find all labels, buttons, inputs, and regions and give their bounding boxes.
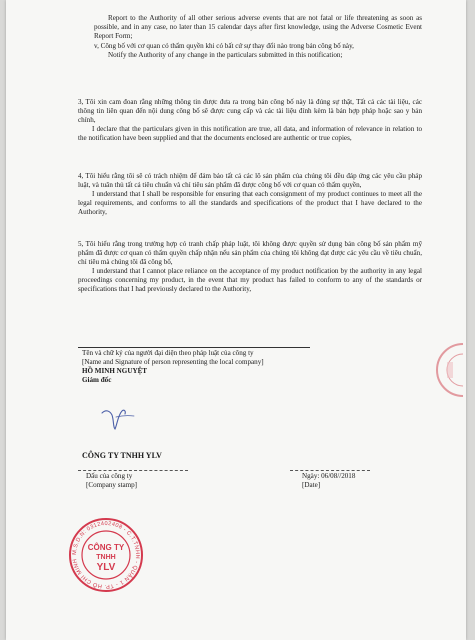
- stamp-label-vi: Dấu của công ty: [86, 472, 133, 480]
- stamp-label: [86, 472, 226, 490]
- p5-en-text: I understand that I cannot place reliance on the acceptance of my product notification by the authority in any legal proceedings concerning my product, in the event that my product has failed to conform to any of the standards or specifications that I had previously declared to the Authority,: [78, 266, 422, 293]
- paragraph-4: [78, 172, 422, 217]
- stamp-line: [78, 470, 188, 471]
- seal-line-3: YLV: [96, 562, 116, 573]
- date-block: [302, 472, 422, 490]
- signature-line: [78, 347, 310, 348]
- date-text: Ngày: 06/08//2018: [302, 472, 356, 480]
- v-vi-text: v, Công bố với cơ quan có thẩm quyền khi có bất cứ sự thay đổi nào trong bản công bố này,: [94, 42, 354, 50]
- paragraph-report-other: [94, 14, 422, 41]
- seal-line-1: CÔNG TY: [87, 543, 125, 552]
- signature-caption-vi: Tên và chữ ký của người đại diện theo pháp luật của công ty: [82, 349, 254, 357]
- stamp-label-en: [Company stamp]: [86, 480, 138, 489]
- side-seal-fragment: [435, 340, 463, 400]
- paragraph-3: [78, 98, 422, 143]
- handwritten-signature: [100, 405, 140, 433]
- document-page: [6, 0, 466, 640]
- date-line: [290, 470, 370, 471]
- signature-caption-en: [Name and Signature of person representing the local company]: [82, 357, 264, 366]
- p3-vi-text: 3, Tôi xin cam đoan rằng những thông tin được đưa ra trong bản công bố này là đúng sự thật, Tất cả các tài liệu, các thông tin liên quan đến nội dung công bố sẽ được cung cấp và các tài liệu đính kèm là bản hợp pháp hoặc sao y bản chính,: [78, 98, 422, 124]
- seal-ring-text: M.S.D.N: 0312402408 - C.T.TNHH - QUẬN 1 - TP. HỒ CHÍ MINH: [71, 520, 141, 590]
- seal-line-2: TNHH: [96, 554, 116, 561]
- report-other-text: Report to the Authority of all other serious adverse events that are not fatal or life threatening as soon as possible, and in any case, no later than 15 calendar days after first knowledge, using the Adverse Cosmetic Event Report Form;: [94, 14, 422, 40]
- signer-title: Giám đốc: [82, 375, 112, 384]
- signature-caption: [82, 349, 382, 385]
- company-name: CÔNG TY TNHH YLV: [82, 451, 162, 460]
- paragraph-v: [94, 42, 422, 60]
- signer-name: HỒ MINH NGUYỆT: [82, 366, 148, 375]
- p4-vi-text: 4, Tôi hiểu rằng tôi sẽ có trách nhiệm để đảm bảo tất cả các lô sản phẩm của chúng tôi đều đáp ứng các yêu cầu pháp luật, và tuân thủ tất cả tiêu chuẩn và chỉ tiêu sản phẩm đã được công bố với cơ quan có thẩm quyền,: [78, 172, 422, 189]
- p3-en-text: I declare that the particulars given in this notification are true, all data, and information of relevance in relation to the notification have been supplied and that the documents enclosed are authentic or true copies,: [78, 124, 422, 142]
- p5-vi-text: 5, Tôi hiểu rằng trong trường hợp có tranh chấp pháp luật, tôi không được quyền sử dụng bản công bố sản phẩm mỹ phẩm đã được cơ quan có thẩm quyền chấp nhận nếu sản phẩm của chúng tôi không đạt được các yêu cầu về tiêu chuẩn, chỉ tiêu mà chúng tôi đã công bố,: [78, 240, 422, 266]
- company-seal: [68, 517, 144, 593]
- paragraph-5: [78, 240, 422, 293]
- p4-en-text: I understand that I shall be responsible for ensuring that each consignment of my product continues to meet all the legal requirements, and conforms to all the standards and specifications of the product that I have declared to the Authority,: [78, 189, 422, 216]
- date-label-en: [Date]: [302, 480, 321, 489]
- v-en-text: Notify the Authority of any change in the particulars submitted in this notification;: [108, 50, 343, 59]
